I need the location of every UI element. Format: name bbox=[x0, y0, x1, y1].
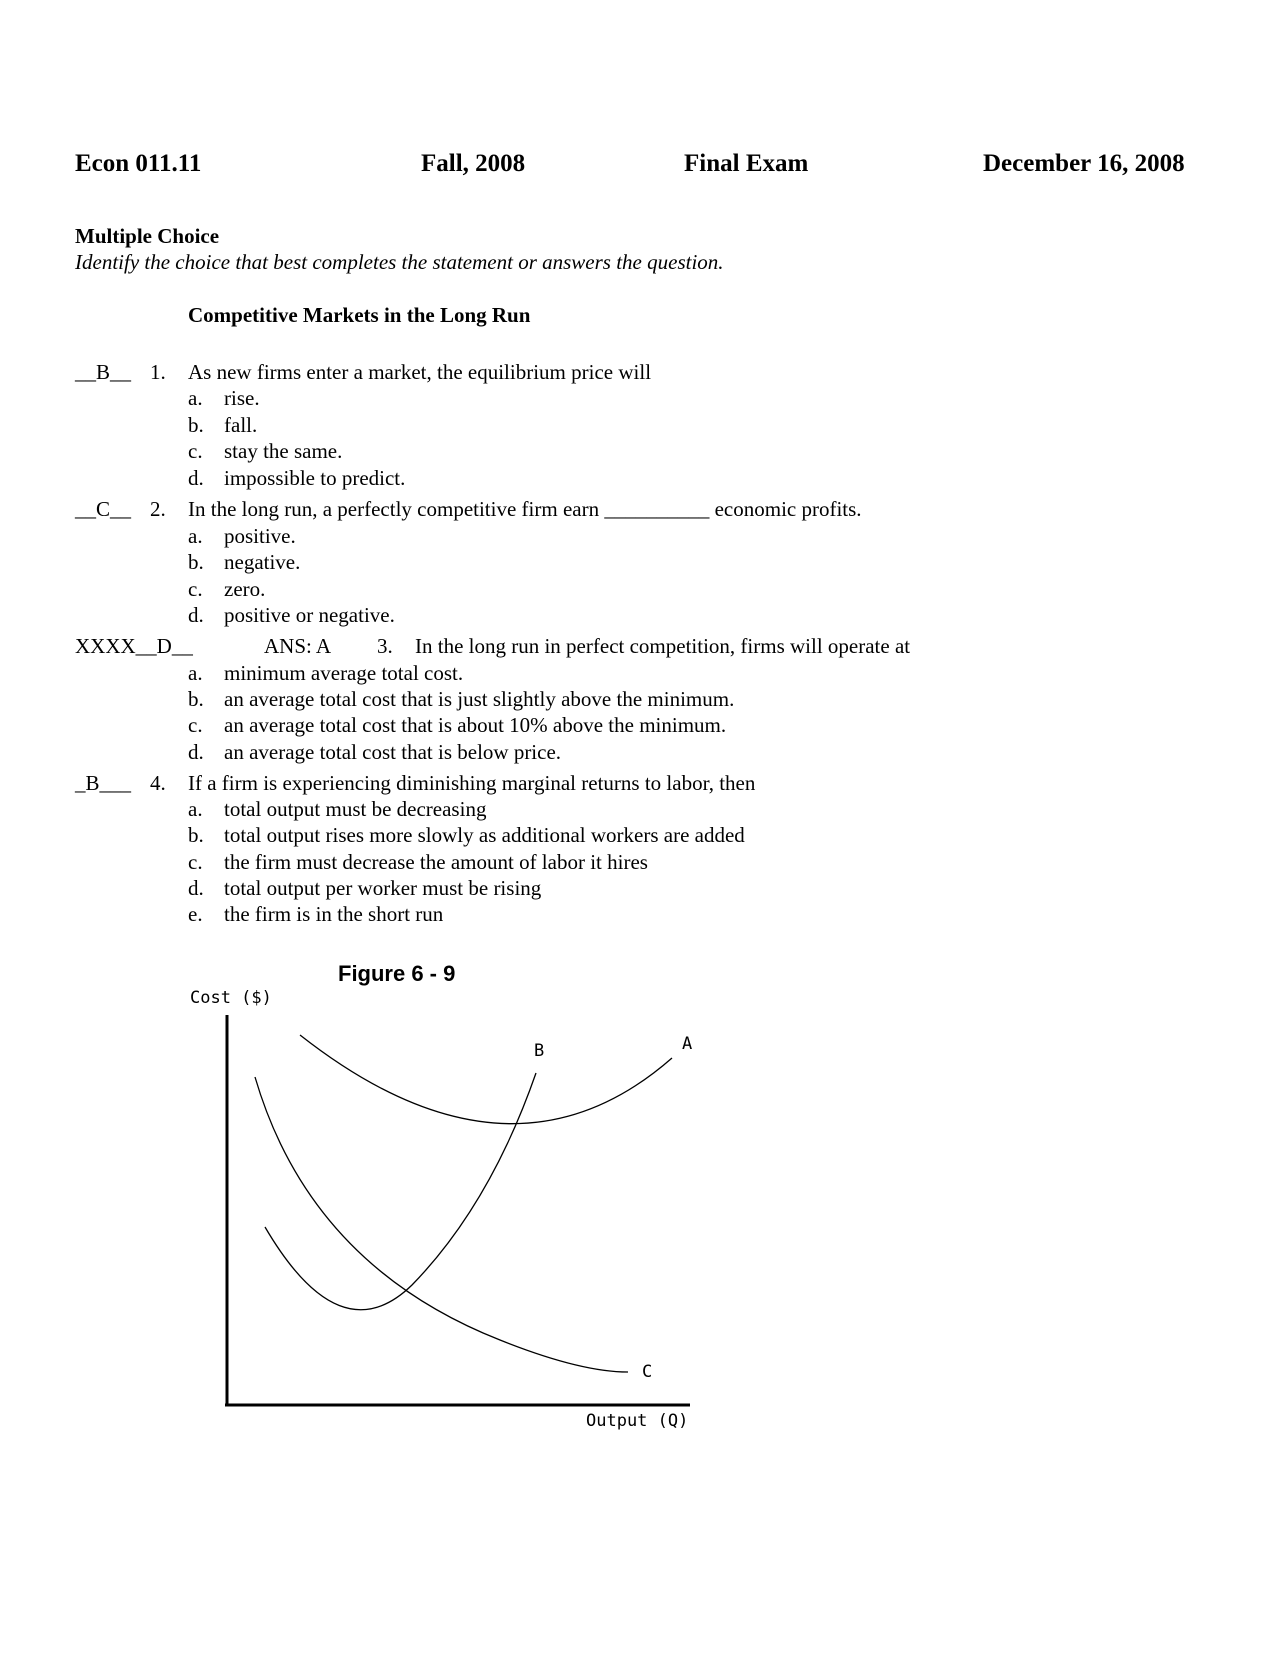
option-text: an average total cost that is below price. bbox=[224, 740, 562, 764]
option-text: impossible to predict. bbox=[224, 466, 406, 490]
question-stem: If a firm is experiencing diminishing marginal returns to labor, then bbox=[188, 771, 756, 795]
option-letter: e. bbox=[188, 902, 203, 926]
section-title: Multiple Choice bbox=[75, 224, 220, 248]
section-instructions: Identify the choice that best completes the statement or answers the question. bbox=[75, 250, 724, 274]
exam-date: December 16, 2008 bbox=[983, 150, 1185, 177]
curve-a bbox=[300, 1035, 672, 1124]
figure-title: Figure 6 - 9 bbox=[338, 961, 456, 986]
option-letter: c. bbox=[188, 850, 203, 874]
curve-b bbox=[265, 1073, 536, 1310]
option-text: rise. bbox=[224, 386, 260, 410]
option-letter: c. bbox=[188, 577, 203, 601]
option-letter: d. bbox=[188, 876, 204, 900]
option-text: positive. bbox=[224, 524, 296, 548]
course-title: Econ 011.11 bbox=[75, 150, 202, 177]
question-stem: In the long run, a perfectly competitive firm earn __________ economic profits. bbox=[188, 497, 862, 521]
curve-label-b: B bbox=[534, 1041, 545, 1061]
curve-label-c: C bbox=[642, 1362, 653, 1382]
question-number: 3. bbox=[377, 634, 393, 658]
option-letter: a. bbox=[188, 797, 203, 821]
question-stem: In the long run in perfect competition, firms will operate at bbox=[415, 634, 911, 658]
option-text: the firm is in the short run bbox=[224, 902, 444, 926]
option-text: minimum average total cost. bbox=[224, 661, 464, 685]
option-letter: c. bbox=[188, 439, 203, 463]
option-text: positive or negative. bbox=[224, 603, 395, 627]
option-text: total output per worker must be rising bbox=[224, 876, 542, 900]
answer-key: __C__ bbox=[75, 497, 132, 521]
curve-label-a: A bbox=[682, 1034, 693, 1054]
option-text: the firm must decrease the amount of labor it hires bbox=[224, 850, 648, 874]
option-letter: a. bbox=[188, 386, 203, 410]
option-text: an average total cost that is just slightly above the minimum. bbox=[224, 687, 735, 711]
y-axis-label: Cost ($) bbox=[190, 988, 272, 1008]
option-letter: b. bbox=[188, 550, 204, 574]
option-letter: d. bbox=[188, 740, 204, 764]
question-number: 1. bbox=[150, 360, 166, 384]
question-stem: As new firms enter a market, the equilibrium price will bbox=[188, 360, 652, 384]
exam-name: Final Exam bbox=[684, 150, 809, 177]
answer-key: XXXX__D__ bbox=[75, 634, 193, 658]
option-text: fall. bbox=[224, 413, 258, 437]
option-text: total output must be decreasing bbox=[224, 797, 487, 821]
curve-c bbox=[255, 1077, 628, 1372]
answer-key: __B__ bbox=[75, 360, 132, 384]
question-number: 2. bbox=[150, 497, 166, 521]
term: Fall, 2008 bbox=[421, 150, 526, 177]
option-letter: d. bbox=[188, 466, 204, 490]
option-letter: b. bbox=[188, 823, 204, 847]
option-text: stay the same. bbox=[224, 439, 343, 463]
option-text: zero. bbox=[224, 577, 266, 601]
option-letter: b. bbox=[188, 413, 204, 437]
question-number: 4. bbox=[150, 771, 166, 795]
option-letter: c. bbox=[188, 713, 203, 737]
option-letter: a. bbox=[188, 524, 203, 548]
answer-note: ANS: A bbox=[264, 634, 332, 658]
topic-heading: Competitive Markets in the Long Run bbox=[188, 303, 531, 327]
option-letter: b. bbox=[188, 687, 204, 711]
option-letter: d. bbox=[188, 603, 204, 627]
answer-key: _B___ bbox=[75, 771, 132, 795]
option-text: negative. bbox=[224, 550, 301, 574]
option-text: total output rises more slowly as additional workers are added bbox=[224, 823, 745, 847]
x-axis-label: Output (Q) bbox=[586, 1411, 689, 1431]
option-text: an average total cost that is about 10% above the minimum. bbox=[224, 713, 727, 737]
option-letter: a. bbox=[188, 661, 203, 685]
